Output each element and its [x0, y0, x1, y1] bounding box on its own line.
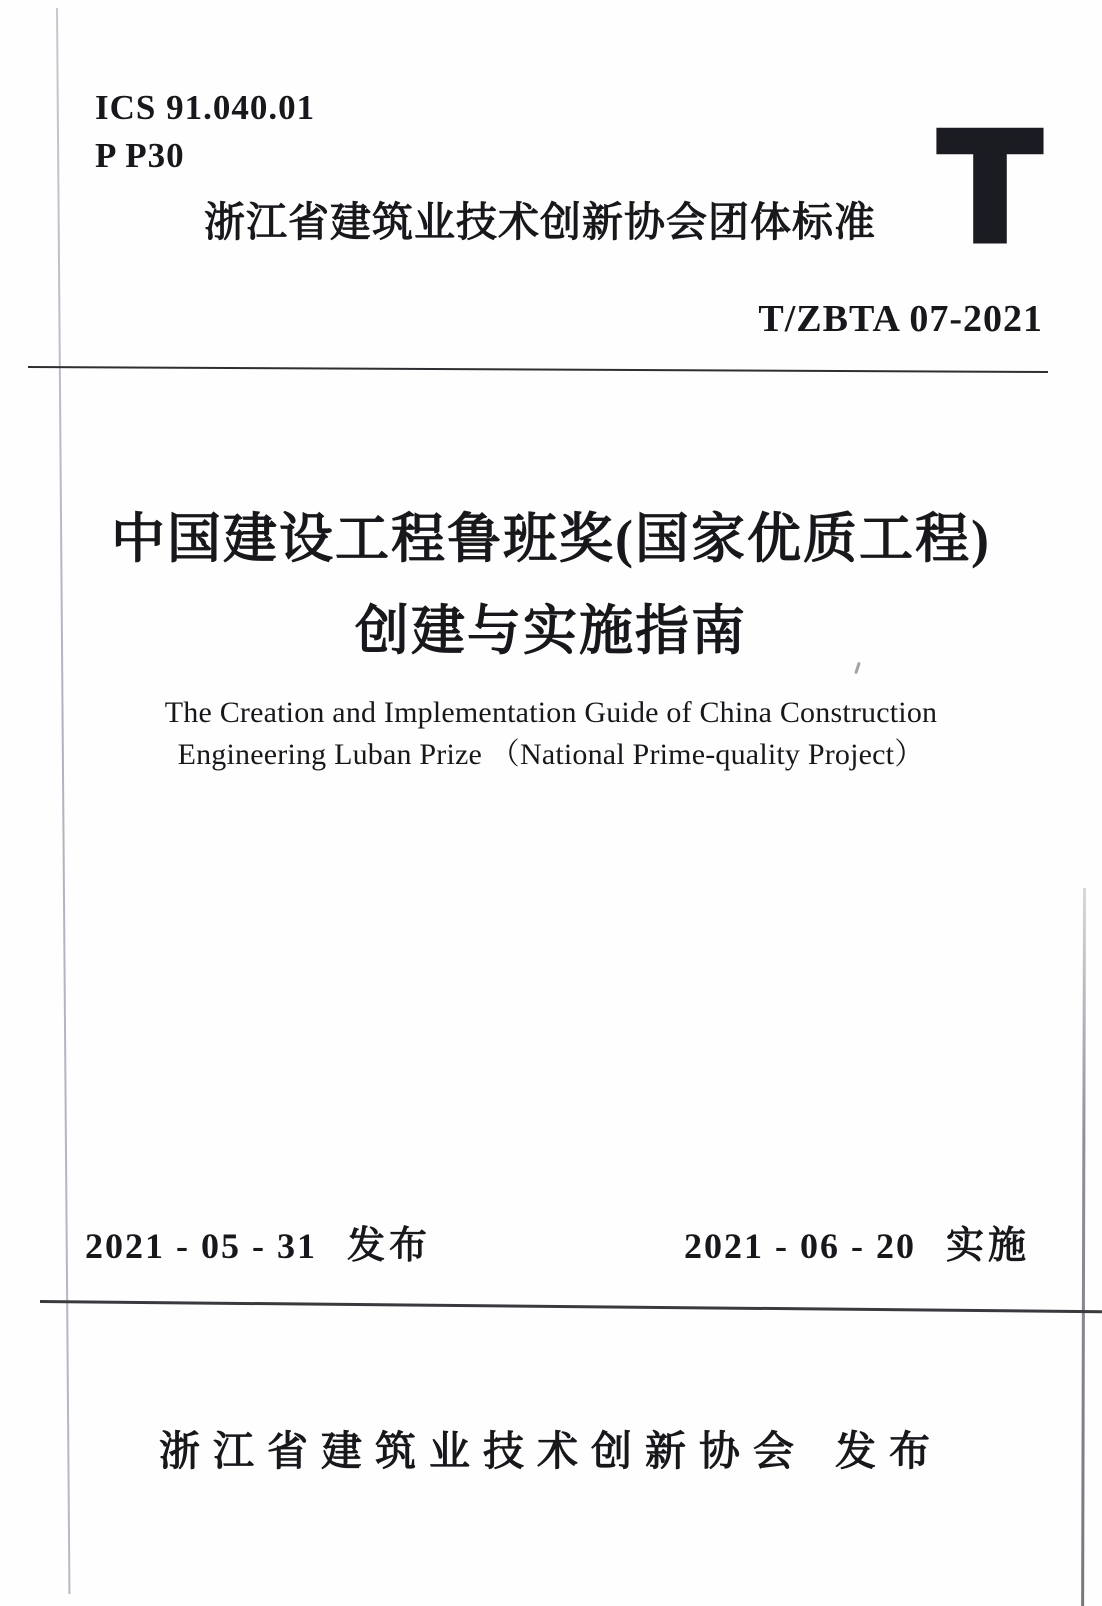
bottom-divider-rule — [40, 1300, 1102, 1313]
standard-number: T/ZBTA 07-2021 — [758, 298, 1043, 340]
implement-label: 实施 — [945, 1225, 1030, 1267]
publisher-name: 浙江省建筑业技术创新协会 — [159, 1428, 807, 1474]
classification-code: P P30 — [95, 136, 185, 175]
standard-t-logo: T — [938, 100, 1042, 277]
document-title-zh-line2: 创建与实施指南 — [355, 600, 747, 661]
ics-code: ICS 91.040.01 — [95, 88, 316, 127]
date-row — [0, 1214, 1102, 1267]
document-title-zh — [0, 494, 1102, 678]
issue-label: 发布 — [346, 1225, 431, 1267]
issue-date-block — [85, 1214, 431, 1269]
top-divider-rule — [28, 366, 1048, 373]
document-title-en — [0, 692, 1102, 776]
document-title-en-line2: Engineering Luban Prize （National Prime-quality Project） — [177, 738, 925, 771]
publish-label: 发布 — [835, 1428, 943, 1474]
implement-date: 2021 - 06 - 20 — [684, 1226, 916, 1266]
issue-date: 2021 - 05 - 31 — [85, 1226, 317, 1266]
implement-date-block — [684, 1214, 1030, 1269]
publisher-line — [0, 1418, 1102, 1477]
association-standard-heading: 浙江省建筑业技术创新协会团体标准 — [204, 199, 876, 245]
document-title-zh-line1: 中国建设工程鲁班奖(国家优质工程) — [111, 509, 991, 569]
document-title-en-line1: The Creation and Implementation Guide of China Construction — [164, 696, 938, 729]
